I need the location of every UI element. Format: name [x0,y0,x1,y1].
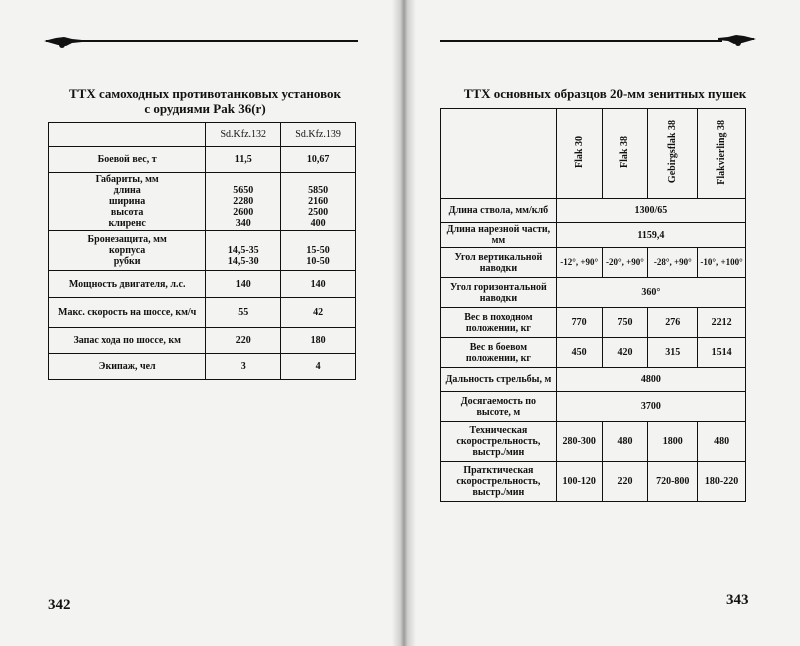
cell-value: 180-220 [698,462,746,502]
row-label: Запас хода по шоссе, км [49,328,206,354]
cell-value: 11,5 [206,147,281,173]
page-number-left: 342 [48,597,71,613]
cell-value: -10°, +100° [698,248,746,278]
table-row [49,271,356,298]
row-label: Бронезащита, мм корпуса рубки [49,231,206,271]
cell-value: 450 [556,338,602,368]
row-label: Макс. скорость на шоссе, км/ч [49,298,206,328]
cell-value: 480 [602,422,648,462]
row-label: Угол вертикальной наводки [441,248,557,278]
row-label: Вес в походном положении, кг [441,308,557,338]
cell-value: 55 [206,298,281,328]
cell-value: 315 [648,338,698,368]
column-header: Flakvierling 38 [698,109,746,199]
page-number-right: 343 [726,592,749,608]
row-label: Габариты, мм длина ширина высота клиренс [49,173,206,231]
cell-value: 750 [602,308,648,338]
cell-value: 180 [281,328,356,354]
cell-value: 276 [648,308,698,338]
cell-value: 14,5-35 14,5-30 [206,231,281,271]
column-header: Flak 38 [602,109,648,199]
left-spec-table [48,122,356,380]
column-header: Gebirgsflak 38 [648,109,698,199]
cell-value: -28°, +90° [648,248,698,278]
column-header: Sd.Kfz.139 [281,123,356,147]
row-label: Длина ствола, мм/клб [441,199,557,223]
cell-value: 220 [206,328,281,354]
table-row [49,354,356,380]
table-row [49,328,356,354]
column-header: Sd.Kfz.132 [206,123,281,147]
right-table-title: ТТХ основных образцов 20-мм зенитных пушек [463,86,747,101]
cell-value: 100-120 [556,462,602,502]
right-spec-table [440,108,746,502]
row-label: Вес в боевом положении, кг [441,338,557,368]
table-row [441,248,746,278]
table-row [441,462,746,502]
cell-value: 280-300 [556,422,602,462]
row-label: Пратктическая скорострельность, выстр./мин [441,462,557,502]
book-gutter [392,0,416,646]
table-row [441,368,746,392]
cell-value: 4 [281,354,356,380]
row-label: Угол горизонтальной наводки [441,278,557,308]
cell-value: -12°, +90° [556,248,602,278]
table-row [49,231,356,271]
left-table-title: ТТХ самоходных противотанковых установок с орудиями Pak 36(r) [68,86,341,116]
table-row [441,199,746,223]
cell-value: 5650 2280 2600 340 [206,173,281,231]
row-label: Боевой вес, т [49,147,206,173]
cell-value: 1300/65 [556,199,745,223]
row-label: Техническая скорострельность, выстр./мин [441,422,557,462]
cell-value: 770 [556,308,602,338]
row-label: Длина нарезной части, мм [441,223,557,248]
cell-value: 10,67 [281,147,356,173]
cell-value: 220 [602,462,648,502]
row-label: Дальность стрельбы, м [441,368,557,392]
cell-value: 5850 2160 2500 400 [281,173,356,231]
cell-value: -20°, +90° [602,248,648,278]
cell-value: 140 [281,271,356,298]
table-row [441,392,746,422]
cell-value: 480 [698,422,746,462]
header-rule-right [440,40,722,42]
cell-value: 1514 [698,338,746,368]
table-row [441,278,746,308]
cell-value: 720-800 [648,462,698,502]
cell-value: 2212 [698,308,746,338]
header-corner [441,109,557,199]
table-row [441,338,746,368]
header-rule-left [80,40,358,42]
cell-value: 3700 [556,392,745,422]
table-row [441,308,746,338]
table-header-row [441,109,746,199]
header-corner [49,123,206,147]
gun-icon [714,30,758,48]
cell-value: 15-50 10-50 [281,231,356,271]
row-label: Досягаемость по высоте, м [441,392,557,422]
cell-value: 3 [206,354,281,380]
cell-value: 42 [281,298,356,328]
table-row [49,147,356,173]
cell-value: 360° [556,278,745,308]
cell-value: 1159,4 [556,223,745,248]
table-row [441,223,746,248]
cell-value: 4800 [556,368,745,392]
cell-value: 420 [602,338,648,368]
table-row [49,298,356,328]
row-label: Экипаж, чел [49,354,206,380]
table-row [441,422,746,462]
column-header: Flak 30 [556,109,602,199]
table-header-row [49,123,356,147]
table-row [49,173,356,231]
cell-value: 140 [206,271,281,298]
row-label: Мощность двигателя, л.с. [49,271,206,298]
cell-value: 1800 [648,422,698,462]
